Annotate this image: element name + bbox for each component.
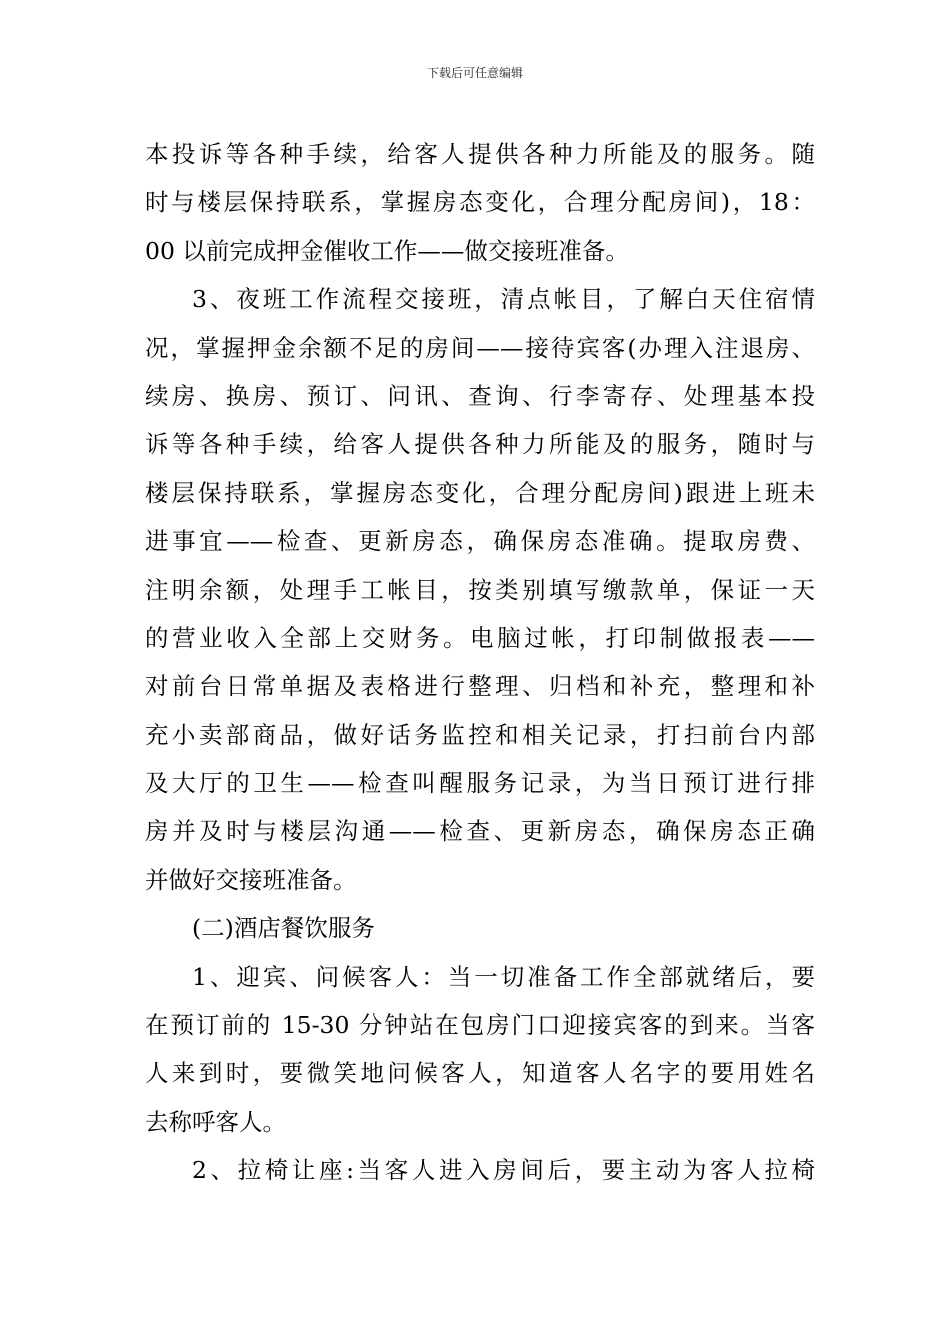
document-body (145, 130, 815, 1195)
text-line: 的营业收入全部上交财务。电脑过帐，打印制做报表—— (145, 623, 815, 652)
text-line: 对前台日常单据及表格进行整理、归档和补充，整理和补 (145, 672, 815, 701)
text-line: 诉等各种手续，给客人提供各种力所能及的服务，随时与 (145, 430, 815, 459)
text-line: 及大厅的卫生——检查叫醒服务记录，为当日预订进行排 (145, 769, 815, 798)
text-line: 在预订前的 15-30 分钟站在包房门口迎接宾客的到来。当客 (145, 1011, 815, 1040)
text-line: 注明余额，处理手工帐目，按类别填写缴款单，保证一天 (145, 575, 815, 604)
text-line: 况，掌握押金余额不足的房间——接待宾客(办理入注退房、 (145, 333, 815, 362)
text-line: 3、夜班工作流程交接班，清点帐目，了解白天住宿情 (192, 285, 815, 314)
text-line: 进事宜——检查、更新房态，确保房态准确。提取房费、 (145, 527, 815, 556)
text-line: 充小卖部商品，做好话务监控和相关记录，打扫前台内部 (145, 720, 815, 749)
text-line: 房并及时与楼层沟通——检查、更新房态，确保房态正确 (145, 817, 815, 846)
text-line: 时与楼层保持联系，掌握房态变化，合理分配房间)，18： (145, 188, 815, 217)
text-line: 续房、换房、预订、问讯、查询、行李寄存、处理基本投 (145, 381, 815, 410)
text-line: 00 以前完成押金催收工作——做交接班准备。 (145, 236, 629, 265)
text-line: 并做好交接班准备。 (145, 865, 357, 894)
text-line: 1、迎宾、问候客人：当一切准备工作全部就绪后，要 (192, 962, 815, 991)
page-header: 下载后可任意编辑 (426, 66, 523, 80)
text-line: (二)酒店餐饮服务 (192, 914, 375, 943)
text-line: 本投诉等各种手续，给客人提供各种力所能及的服务。随 (145, 140, 815, 168)
text-line: 2、拉椅让座:当客人进入房间后，要主动为客人拉椅 (192, 1156, 815, 1185)
text-line: 人来到时，要微笑地问候客人，知道客人名字的要用姓名 (145, 1059, 815, 1088)
text-line: 楼层保持联系，掌握房态变化，合理分配房间)跟进上班未 (145, 478, 815, 507)
text-line: 去称呼客人。 (145, 1107, 286, 1136)
